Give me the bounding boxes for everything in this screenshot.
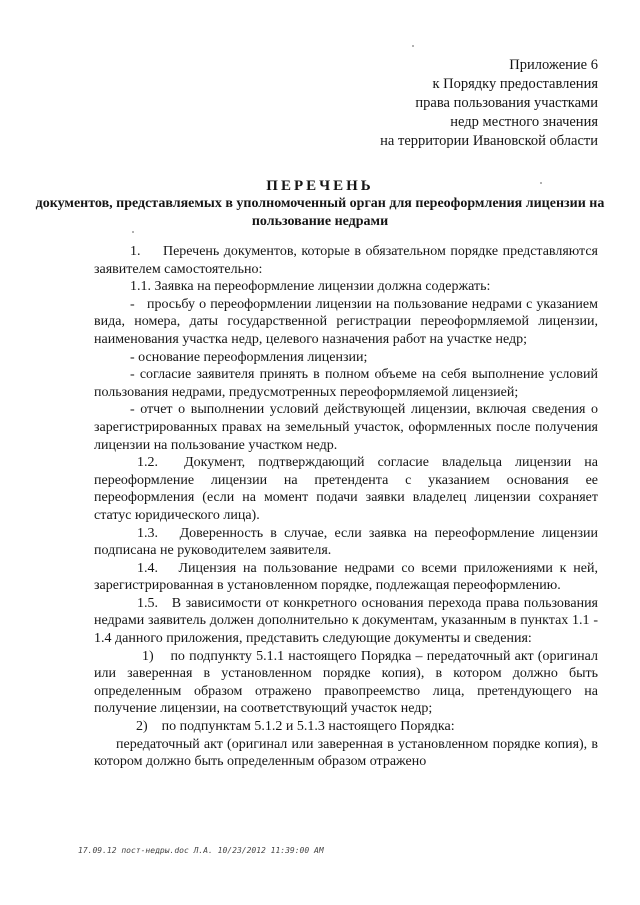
paragraph-bullet-request: - просьбу о переоформлении лицензии на пользование недрами с указанием вида, номера, даты государственной регистрации переоформляемой лицензии, наименования участка недр, целевого назначения работ на участке недр; <box>94 296 598 347</box>
appendix-line: на территории Ивановской области <box>380 133 598 149</box>
paragraph-1-2: 1.2. Документ, подтверждающий согласие владельца лицензии на переоформление лицензии на претендента с указанием основания ее переоформления (если на момент подачи заявки владелец лицензии сохраняет статус юридического лица). <box>94 455 598 523</box>
appendix-line: права пользования участками <box>415 95 598 111</box>
document-body <box>94 243 598 771</box>
paragraph-1-5: 1.5. В зависимости от конкретного основания перехода права пользования недрами заявитель должен дополнительно к документам, указанным в пунктах 1.1 - 1.4 данного приложения, представить следующие документы и сведения: <box>94 595 598 647</box>
paragraph-1: 1. Перечень документов, которые в обязательном порядке представляются заявителем самостоятельно: <box>94 244 598 277</box>
paragraph-1-3: 1.3. Доверенность в случае, если заявка на переоформление лицензии подписана не руководителем заявителя. <box>94 525 598 559</box>
file-footer: 17.09.12 пост-недры.doc Л.А. 10/23/2012 11:39:00 AM <box>78 846 324 855</box>
scan-speck <box>540 182 542 184</box>
paragraph-sub-2: 2) по подпунктам 5.1.2 и 5.1.3 настоящего Порядка: <box>136 719 455 735</box>
paragraph-1-1: 1.1. Заявка на переоформление лицензии должна содержать: <box>130 279 491 295</box>
appendix-line: Приложение 6 <box>509 57 598 73</box>
appendix-line: к Порядку предоставления <box>432 76 598 92</box>
scan-speck <box>132 231 134 233</box>
scan-speck <box>412 45 414 47</box>
document-title: ПЕРЕЧЕНЬ <box>266 178 374 194</box>
paragraph-sub-1: 1) по подпункту 5.1.1 настоящего Порядка – передаточный акт (оригинал или заверенная в установленном порядке копия), в котором должно быть определенным образом отражено правопреемство лица, претендующего на получение лицензии, на соответствующий участок недр; <box>94 648 598 717</box>
paragraph-bullet-basis: - основание переоформления лицензии; <box>130 349 368 365</box>
paragraph-bullet-report: - отчет о выполнении условий действующей лицензии, включая сведения о зарегистрированных правах на земельный участок, оформленных после получения лицензии на пользование участком недр. <box>94 402 598 453</box>
document-subtitle: документов, представляемых в уполномоченный орган для переоформления лицензии на пользование недрами <box>35 196 605 229</box>
paragraph-bullet-consent: - согласие заявителя принять в полном объеме на себя выполнение условий пользования недрами, предусмотренных переоформляемой лицензией; <box>94 367 598 400</box>
appendix-line: недр местного значения <box>450 114 598 130</box>
appendix-reference <box>380 56 598 151</box>
paragraph-sub-2-text: передаточный акт (оригинал или заверенная в установленном порядке копия), в котором должно быть определенным образом отражено <box>94 736 598 770</box>
paragraph-1-4: 1.4. Лицензия на пользование недрами со всеми приложениями к ней, зарегистрированная в установленном порядке, подлежащая переоформлению. <box>94 560 598 594</box>
